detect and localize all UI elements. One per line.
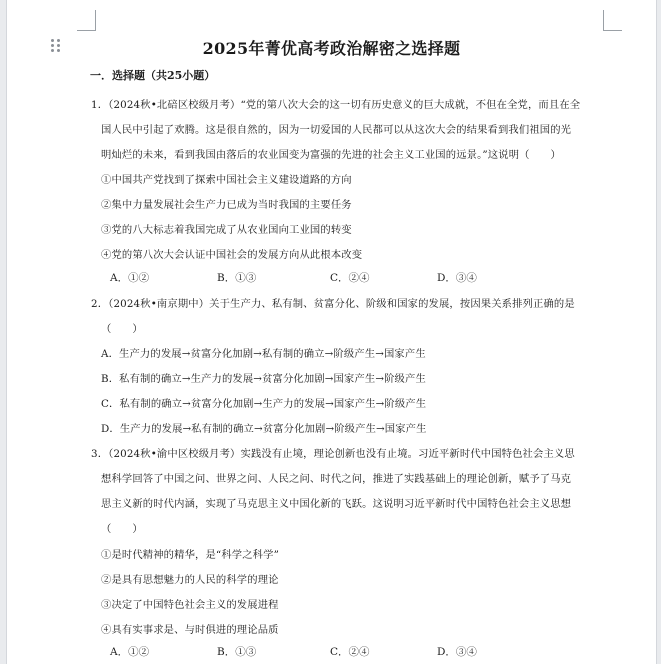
page-corner-mark [77,10,96,31]
question-2-option: D．生产力的发展→私有制的确立→贫富分化加剧→阶级产生→国家产生 [101,423,427,435]
question-1-stem-line: 国人民中引起了欢腾。这是很自然的，因为一切爱国的人民都可以从这次大会的结果看到我们祖国的光 [101,124,572,136]
question-1-option-d: D．③④ [437,272,477,284]
document-title: 2025年菁优高考政治解密之选择题 [202,39,461,58]
question-3-stem-line: 3．（2024秋•渝中区校级月考）实践没有止境，理论创新也没有止境。习近平新时代中国特色社会主义思 [91,448,575,460]
page-corner-mark [603,10,622,31]
question-3-stem-line: 想科学回答了中国之问、世界之问、人民之问、时代之问，推进了实践基础上的理论创新，赋予了马克 [101,473,572,485]
question-3-option-b: B．①③ [217,646,257,658]
question-2-option: A．生产力的发展→贫富分化加剧→私有制的确立→阶级产生→国家产生 [101,348,426,360]
question-1-stem-line: 明灿烂的未来，看到我国由落后的农业国变为富强的先进的社会主义工业国的远景。”这说明（ ） [101,149,561,161]
question-3-option-c: C．②④ [330,646,370,658]
question-3-statement: ②是具有思想魅力的人民的科学的理论 [101,574,279,586]
document-page [6,0,657,664]
question-1-option-a: A．①② [110,272,150,284]
section-heading: 一．选择题（共25小题） [90,69,216,82]
question-1-stem-line: 1．（2024秋•北碚区校级月考）“党的第八次大会的这一切有历史意义的巨大成就，不但在全党，而且在全 [91,99,581,111]
question-1-statement: ②集中力量发展社会生产力已成为当时我国的主要任务 [101,199,352,211]
question-2-stem-line: （ ） [101,323,143,335]
question-2-stem-line: 2．（2024秋•南京期中）关于生产力、私有制、贫富分化、阶级和国家的发展，按因果关系排列正确的是 [91,298,575,310]
question-3-statement: ④具有实事求是、与时俱进的理论品质 [101,624,279,636]
question-2-option: B．私有制的确立→生产力的发展→贫富分化加剧→国家产生→阶级产生 [101,373,426,385]
question-3-option-d: D．③④ [437,646,477,658]
question-1-statement: ④党的第八次大会认证中国社会的发展方向从此根本改变 [101,249,363,261]
question-1-option-c: C．②④ [330,272,370,284]
question-2-option: C．私有制的确立→贫富分化加剧→生产力的发展→国家产生→阶级产生 [101,398,427,410]
question-3-statement: ①是时代精神的精华，是“科学之科学” [101,549,279,561]
question-3-stem-line: （ ） [101,523,143,535]
question-1-statement: ③党的八大标志着我国完成了从农业国向工业国的转变 [101,224,352,236]
question-1-statement: ①中国共产党找到了探索中国社会主义建设道路的方向 [101,174,352,186]
question-3-option-a: A．①② [110,646,150,658]
question-3-statement: ③决定了中国特色社会主义的发展进程 [101,599,279,611]
question-1-option-b: B．①③ [217,272,257,284]
question-3-stem-line: 思主义新的时代内涵，实现了马克思主义中国化新的飞跃。这说明习近平新时代中国特色社会主义思想 [101,498,572,510]
